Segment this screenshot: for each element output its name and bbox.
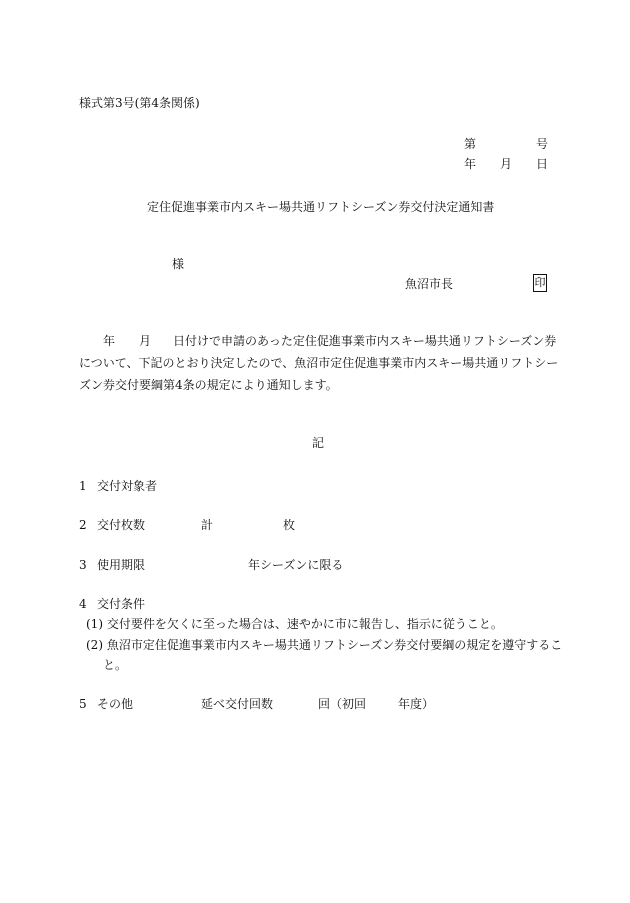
item-4-label: 交付条件 — [97, 597, 146, 611]
item-2-total: 計 — [201, 518, 214, 532]
number-suffix: 号 — [536, 137, 549, 151]
issuer-name: 魚沼市長 — [405, 277, 454, 291]
body-year: 年 — [103, 334, 116, 348]
body-line-2: について、下記のとおり決定したので、魚沼市定住促進事業市内スキー場共通リフトシー — [79, 356, 559, 370]
item-5-label: その他 — [97, 697, 134, 711]
body-line-1: 日付けで申請のあった定住促進事業市内スキー場共通リフトシーズン券 — [173, 334, 557, 348]
item-2-label: 交付枚数 — [97, 518, 146, 532]
item-5-count-label: 延べ交付回数 — [201, 697, 274, 711]
item-3-season: 年シーズンに限る — [248, 558, 344, 572]
item-5-fiscal-year: 年度） — [398, 697, 435, 711]
date-day: 日 — [536, 157, 549, 171]
addressee-honorific: 様 — [172, 257, 185, 271]
date-month: 月 — [500, 157, 513, 171]
form-label: 様式第3号(第4条関係) — [79, 96, 200, 110]
number-prefix: 第 — [464, 137, 477, 151]
item-3-label: 使用期限 — [97, 558, 146, 572]
item-2-unit: 枚 — [283, 518, 296, 532]
item-4-condition-1: (1) 交付要件を欠くに至った場合は、速やかに市に報告し、指示に従うこと。 — [86, 617, 503, 631]
item-4-condition-2-cont: と。 — [103, 658, 128, 672]
body-line-3: ズン券交付要綱第4条の規定により通知します。 — [79, 378, 338, 392]
body-month: 月 — [139, 334, 152, 348]
document-title: 定住促進事業市内スキー場共通リフトシーズン券交付決定通知書 — [147, 200, 495, 214]
item-1-label: 交付対象者 — [97, 479, 158, 493]
item-1-number: 1 — [79, 479, 87, 493]
item-5-number: 5 — [79, 697, 87, 711]
item-4-number: 4 — [79, 597, 87, 611]
item-3-number: 3 — [79, 558, 87, 572]
item-4-condition-2: (2) 魚沼市定住促進事業市内スキー場共通リフトシーズン券交付要綱の規定を遵守するこ — [86, 638, 563, 652]
date-year: 年 — [464, 157, 477, 171]
item-2-number: 2 — [79, 518, 87, 532]
item-5-count-unit: 回（初回 — [318, 697, 367, 711]
ki-heading: 記 — [312, 436, 325, 450]
seal-mark: 印 — [533, 274, 547, 292]
